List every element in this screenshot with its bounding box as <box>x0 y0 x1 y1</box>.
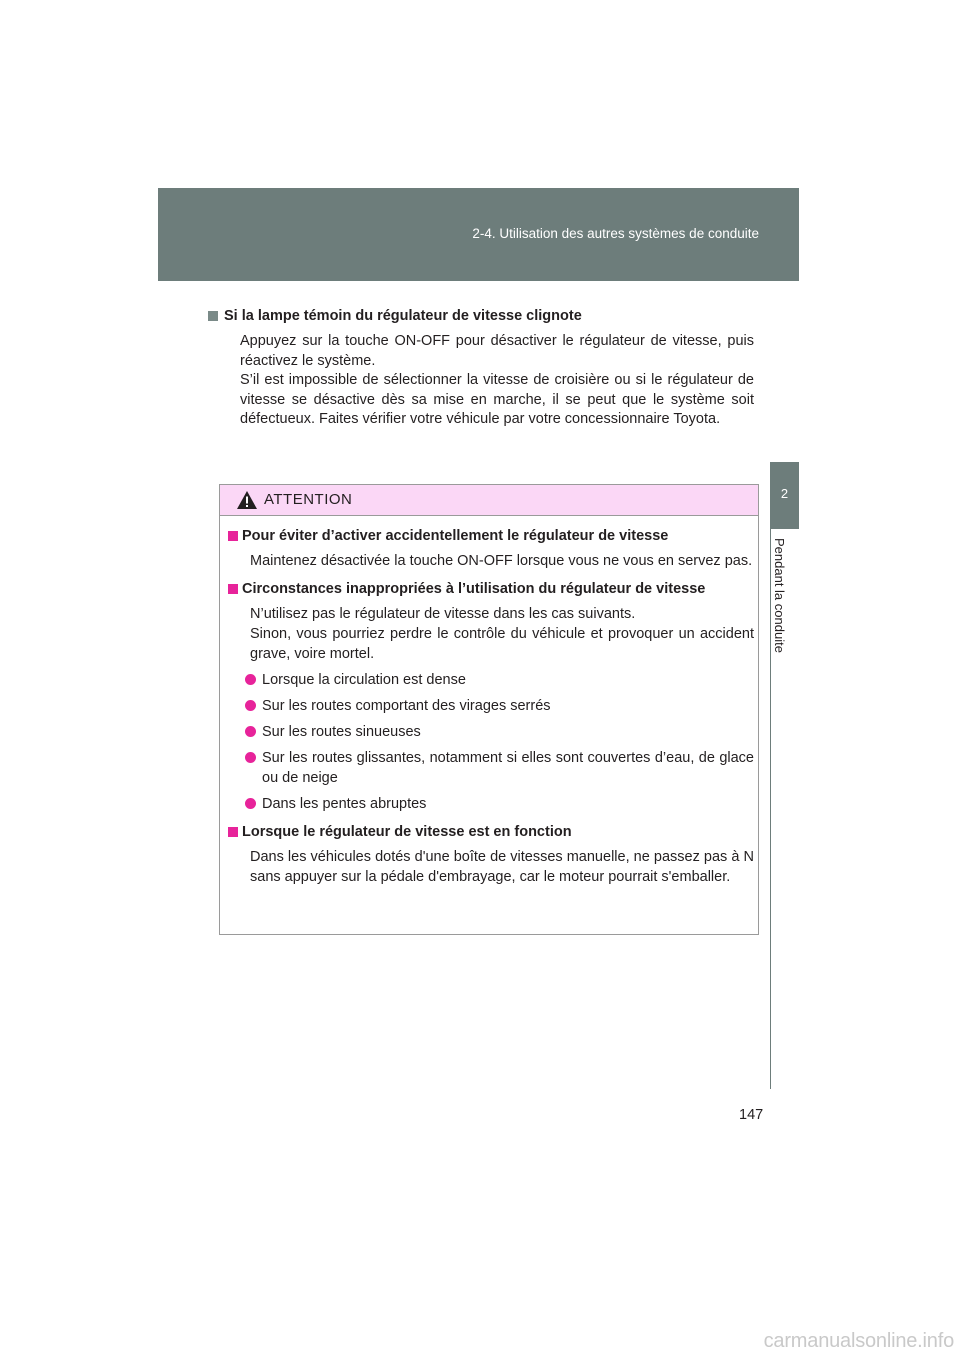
square-bullet-icon <box>208 311 218 321</box>
chapter-tab-line <box>770 529 771 1089</box>
attention-heading-text: Pour éviter d’activer accidentellement le régulateur de vitesse <box>242 528 669 544</box>
attention-paragraph-text: N’utilisez pas le régulateur de vitesse dans les cas suivants. <box>250 606 636 622</box>
bullet-item <box>228 670 754 690</box>
info-section <box>224 306 754 430</box>
bullet-item <box>228 722 754 742</box>
chapter-title: 2-4. Utilisation des autres systèmes de conduite <box>472 226 759 241</box>
attention-paragraph-text: Maintenez désactivée la touche ON-OFF lorsque vous ne vous en servez pas. <box>250 553 753 569</box>
attention-body <box>228 527 754 887</box>
chapter-tab-label: Pendant la conduite <box>772 538 787 653</box>
attention-paragraph-text: Sinon, vous pourriez perdre le contrôle du véhicule et provoquer un accident grave, voire mortel. <box>250 626 754 662</box>
bullet-item <box>228 748 754 788</box>
round-bullet-icon <box>245 700 256 711</box>
section-heading <box>208 306 754 326</box>
square-bullet-icon <box>228 531 238 541</box>
attention-heading-text: Lorsque le régulateur de vitesse est en fonction <box>242 824 572 840</box>
attention-heading <box>228 580 754 599</box>
chapter-tab-number: 2 <box>780 486 789 501</box>
bullet-text: Sur les routes glissantes, notamment si elles sont couvertes d’eau, de glace ou de neige <box>262 750 754 786</box>
attention-title: ATTENTION <box>264 491 353 508</box>
chapter-header <box>158 188 799 281</box>
section-body <box>240 332 754 430</box>
watermark: carmanualsonline.info <box>763 1330 954 1352</box>
attention-heading-text: Circonstances inappropriées à l’utilisation du régulateur de vitesse <box>242 581 706 597</box>
bullet-item <box>228 696 754 716</box>
attention-box <box>219 484 759 935</box>
attention-header <box>220 485 758 516</box>
bullet-text: Dans les pentes abruptes <box>262 796 427 812</box>
chapter-tab <box>770 462 799 529</box>
page-number: 147 <box>739 1107 764 1123</box>
square-bullet-icon <box>228 584 238 594</box>
section-paragraph: S’il est impossible de sélectionner la vitesse de croisière ou si le régulateur de vitesse se désactive dès sa mise en marche, il se peut que le système soit défectueux. Faites vérifier votre véhicule par votre concessionnaire Toyota. <box>240 372 754 427</box>
attention-heading <box>228 823 754 842</box>
bullet-item <box>228 794 754 814</box>
attention-paragraph <box>250 551 754 571</box>
round-bullet-icon <box>245 674 256 685</box>
bullet-text: Sur les routes comportant des virages serrés <box>262 698 551 714</box>
attention-paragraph <box>250 847 754 887</box>
bullet-text: Sur les routes sinueuses <box>262 724 421 740</box>
attention-paragraph-text: Dans les véhicules dotés d'une boîte de vitesses manuelle, ne passez pas à N sans appuyer sur la pédale d'embrayage, car le moteur pourrait s'emballer. <box>250 849 754 885</box>
round-bullet-icon <box>245 752 256 763</box>
attention-paragraph <box>250 604 754 664</box>
round-bullet-icon <box>245 798 256 809</box>
square-bullet-icon <box>228 827 238 837</box>
section-paragraph: Appuyez sur la touche ON-OFF pour désactiver le régulateur de vitesse, puis réactivez le système. <box>240 333 754 369</box>
bullet-text: Lorsque la circulation est dense <box>262 672 466 688</box>
attention-heading <box>228 527 754 546</box>
warning-triangle-icon <box>236 490 258 510</box>
round-bullet-icon <box>245 726 256 737</box>
section-heading-text: Si la lampe témoin du régulateur de vitesse clignote <box>224 308 582 324</box>
